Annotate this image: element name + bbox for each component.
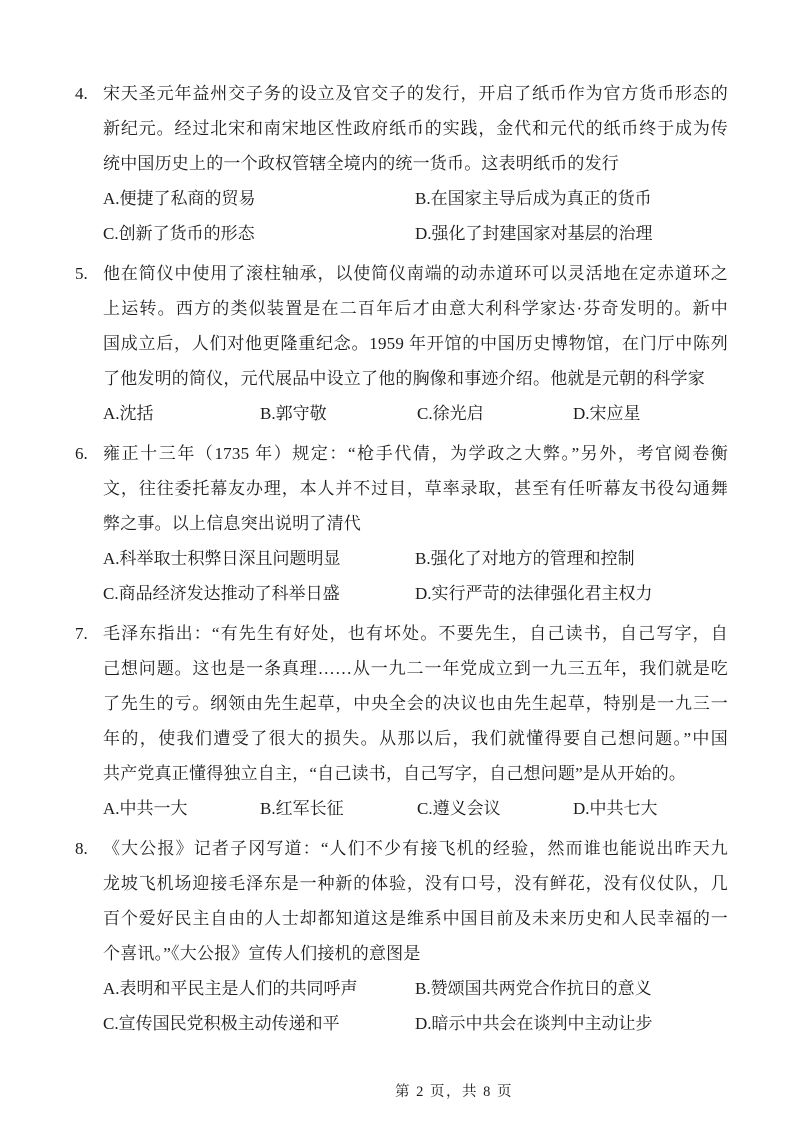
stem-line: 新纪元。经过北宋和南宋地区性政府纸币的实践，金代和元代的纸币终于成为传 (103, 119, 728, 138)
options-row (103, 971, 728, 1006)
question-6 (75, 436, 728, 611)
option-a: A.便捷了私商的贸易 (103, 189, 256, 208)
option-c: C.遵义会议 (417, 799, 501, 818)
page-number: 第 2 页，共 8 页 (395, 1084, 513, 1100)
question-number: 7. (75, 624, 88, 643)
options-row (103, 1006, 728, 1041)
stem-line: 龙坡飞机场迎接毛泽东是一种新的体验，没有口号，没有鲜花，没有仪仗队，几 (103, 874, 728, 893)
options-row (103, 396, 728, 431)
option-b: B.赞颂国共两党合作抗日的意义 (415, 979, 652, 998)
options-row (103, 791, 728, 826)
stem-line: 百个爱好民主自由的人士却都知道这是维系中国目前及未来历史和人民幸福的一 (103, 909, 728, 928)
stem-line: 他在简仪中使用了滚柱轴承，以使简仪南端的动赤道环可以灵活地在定赤道环之 (103, 264, 728, 283)
option-d: D.宋应星 (573, 404, 641, 423)
stem-line: 了先生的亏。纲领由先生起草，中央全会的决议也由先生起草，特别是一九三一 (103, 694, 728, 713)
options-row (103, 216, 728, 251)
stem-line: 毛泽东指出：“有先生有好处，也有坏处。不要先生，自己读书，自己写字，自 (103, 624, 728, 643)
option-a: A.表明和平民主是人们的共同呼声 (103, 979, 358, 998)
question-8 (75, 831, 728, 1041)
option-b: B.红军长征 (260, 799, 344, 818)
question-number: 6. (75, 444, 88, 463)
question-number: 5. (75, 264, 88, 283)
option-a: A.沈括 (103, 404, 154, 423)
option-c: C.商品经济发达推动了科举日盛 (103, 584, 340, 603)
page-footer (0, 1080, 800, 1101)
stem-line: 上运转。西方的类似装置是在二百年后才由意大利科学家达·芬奇发明的。新中 (103, 299, 728, 318)
stem-line: 弊之事。以上信息突出说明了清代 (103, 514, 361, 533)
options-row (103, 181, 728, 216)
option-b: B.郭守敬 (260, 404, 327, 423)
stem-line: 雍正十三年（1735 年）规定：“枪手代倩，为学政之大弊。”另外，考官阅卷衡 (103, 444, 728, 463)
option-d: D.强化了封建国家对基层的治理 (415, 224, 653, 243)
stem-line: 统中国历史上的一个政权管辖全境内的统一货币。这表明纸币的发行 (103, 154, 619, 173)
question-7 (75, 616, 728, 826)
stem-line: 个喜讯。”《大公报》宣传人们接机的意图是 (103, 944, 421, 963)
stem-line: 国成立后，人们对他更隆重纪念。1959 年开馆的中国历史博物馆，在门厅中陈列 (103, 334, 728, 353)
stem-line: 共产党真正懂得独立自主，“自己读书，自己写字，自己想问题”是从开始的。 (103, 764, 687, 783)
stem-line: 了他发明的简仪，元代展品中设立了他的胸像和事迹介绍。他就是元朝的科学家 (103, 369, 705, 388)
option-b: B.强化了对地方的管理和控制 (415, 549, 635, 568)
option-c: C.创新了货币的形态 (103, 224, 255, 243)
option-d: D.实行严苛的法律强化君主权力 (415, 584, 653, 603)
options-row (103, 576, 728, 611)
stem-line: 年的，使我们遭受了很大的损失。从那以后，我们就懂得要自己想问题。”中国 (103, 729, 728, 748)
stem-line: 己想问题。这也是一条真理……从一九二一年党成立到一九三五年，我们就是吃 (103, 659, 728, 678)
options-row (103, 541, 728, 576)
question-5 (75, 256, 728, 431)
question-number: 8. (75, 839, 88, 858)
option-b: B.在国家主导后成为真正的货币 (415, 189, 652, 208)
stem-line: 宋天圣元年益州交子务的设立及官交子的发行，开启了纸币作为官方货币形态的 (103, 84, 728, 103)
question-4 (75, 76, 728, 251)
option-a: A.科举取士积弊日深且问题明显 (103, 549, 341, 568)
option-a: A.中共一大 (103, 799, 188, 818)
questions-list (75, 76, 728, 1041)
option-c: C.徐光启 (417, 404, 484, 423)
option-c: C.宣传国民党积极主动传递和平 (103, 1014, 340, 1033)
stem-line: 文，往往委托幕友办理，本人并不过目，草率录取，甚至有任听幕友书役勾通舞 (103, 479, 728, 498)
option-d: D.中共七大 (573, 799, 658, 818)
question-number: 4. (75, 84, 88, 103)
option-d: D.暗示中共会在谈判中主动让步 (415, 1014, 653, 1033)
stem-line: 《大公报》记者子冈写道：“人们不少有接飞机的经验，然而谁也能说出昨天九 (103, 839, 728, 858)
